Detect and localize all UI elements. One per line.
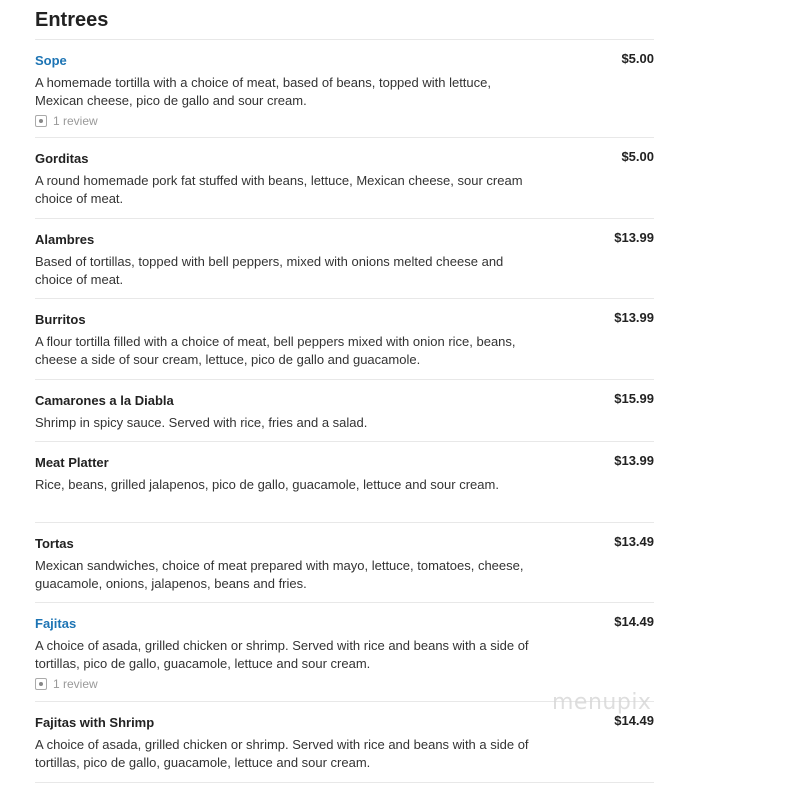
item-description: Shrimp in spicy sauce. Served with rice, fries and a salad. bbox=[35, 415, 368, 430]
item-description: A homemade tortilla with a choice of meat, based of beans, topped with lettuce, Mexican cheese, pico de gallo and sour cream. bbox=[35, 75, 491, 108]
item-name-link[interactable]: Fajitas bbox=[35, 616, 77, 631]
item-price: $14.49 bbox=[614, 713, 654, 728]
item-description: Rice, beans, grilled jalapenos, pico de gallo, guacamole, lettuce and sour cream. bbox=[35, 477, 499, 492]
item-price: $13.99 bbox=[614, 310, 654, 325]
menu-item-tortas bbox=[35, 523, 654, 603]
menu-item-sope bbox=[35, 40, 654, 138]
item-price: $5.00 bbox=[621, 149, 654, 164]
item-price: $5.00 bbox=[621, 51, 654, 66]
item-price: $15.99 bbox=[614, 391, 654, 406]
review-icon bbox=[35, 115, 47, 127]
menu-item-fajitas bbox=[35, 603, 654, 702]
review-link[interactable] bbox=[35, 677, 654, 691]
section-title: Entrees bbox=[35, 0, 654, 40]
item-price: $13.49 bbox=[614, 534, 654, 549]
menu-item-alambres bbox=[35, 219, 654, 299]
item-name: Burritos bbox=[35, 312, 86, 327]
item-price: $13.99 bbox=[614, 230, 654, 245]
menu-item-gorditas bbox=[35, 138, 654, 219]
item-name: Alambres bbox=[35, 232, 95, 247]
review-icon bbox=[35, 678, 47, 690]
menu-item-camarones bbox=[35, 380, 654, 442]
menu-item-meat-platter bbox=[35, 442, 654, 523]
item-name: Fajitas with Shrimp bbox=[35, 715, 155, 730]
item-price: $14.49 bbox=[614, 614, 654, 629]
item-description: A round homemade pork fat stuffed with beans, lettuce, Mexican cheese, sour cream choice of meat. bbox=[35, 173, 523, 206]
item-name-link[interactable]: Sope bbox=[35, 53, 67, 68]
review-link[interactable] bbox=[35, 114, 654, 128]
review-count: 1 review bbox=[53, 114, 98, 128]
item-name: Meat Platter bbox=[35, 455, 109, 470]
item-name: Gorditas bbox=[35, 151, 89, 166]
item-description: A choice of asada, grilled chicken or shrimp. Served with rice and beans with a side of tortillas, pico de gallo, guacamole, lettuce and sour cream. bbox=[35, 737, 529, 770]
item-description: Based of tortillas, topped with bell peppers, mixed with onions melted cheese and choice of meat. bbox=[35, 254, 504, 287]
item-price: $13.99 bbox=[614, 453, 654, 468]
item-description: Mexican sandwiches, choice of meat prepared with mayo, lettuce, tomatoes, cheese, guacamole, onions, jalapenos, beans and fries. bbox=[35, 558, 524, 591]
item-name: Tortas bbox=[35, 536, 74, 551]
item-description: A choice of asada, grilled chicken or shrimp. Served with rice and beans with a side of tortillas, pico de gallo, guacamole, lettuce and sour cream. bbox=[35, 638, 529, 671]
watermark-logo: menupix bbox=[552, 690, 652, 715]
item-name: Camarones a la Diabla bbox=[35, 393, 174, 408]
menu-item-burritos bbox=[35, 299, 654, 380]
review-count: 1 review bbox=[53, 677, 98, 691]
item-description: A flour tortilla filled with a choice of meat, bell peppers mixed with onion rice, beans, cheese a side of sour cream, lettuce, pico de gallo and guacamole. bbox=[35, 334, 516, 367]
menu-section bbox=[35, 0, 654, 783]
